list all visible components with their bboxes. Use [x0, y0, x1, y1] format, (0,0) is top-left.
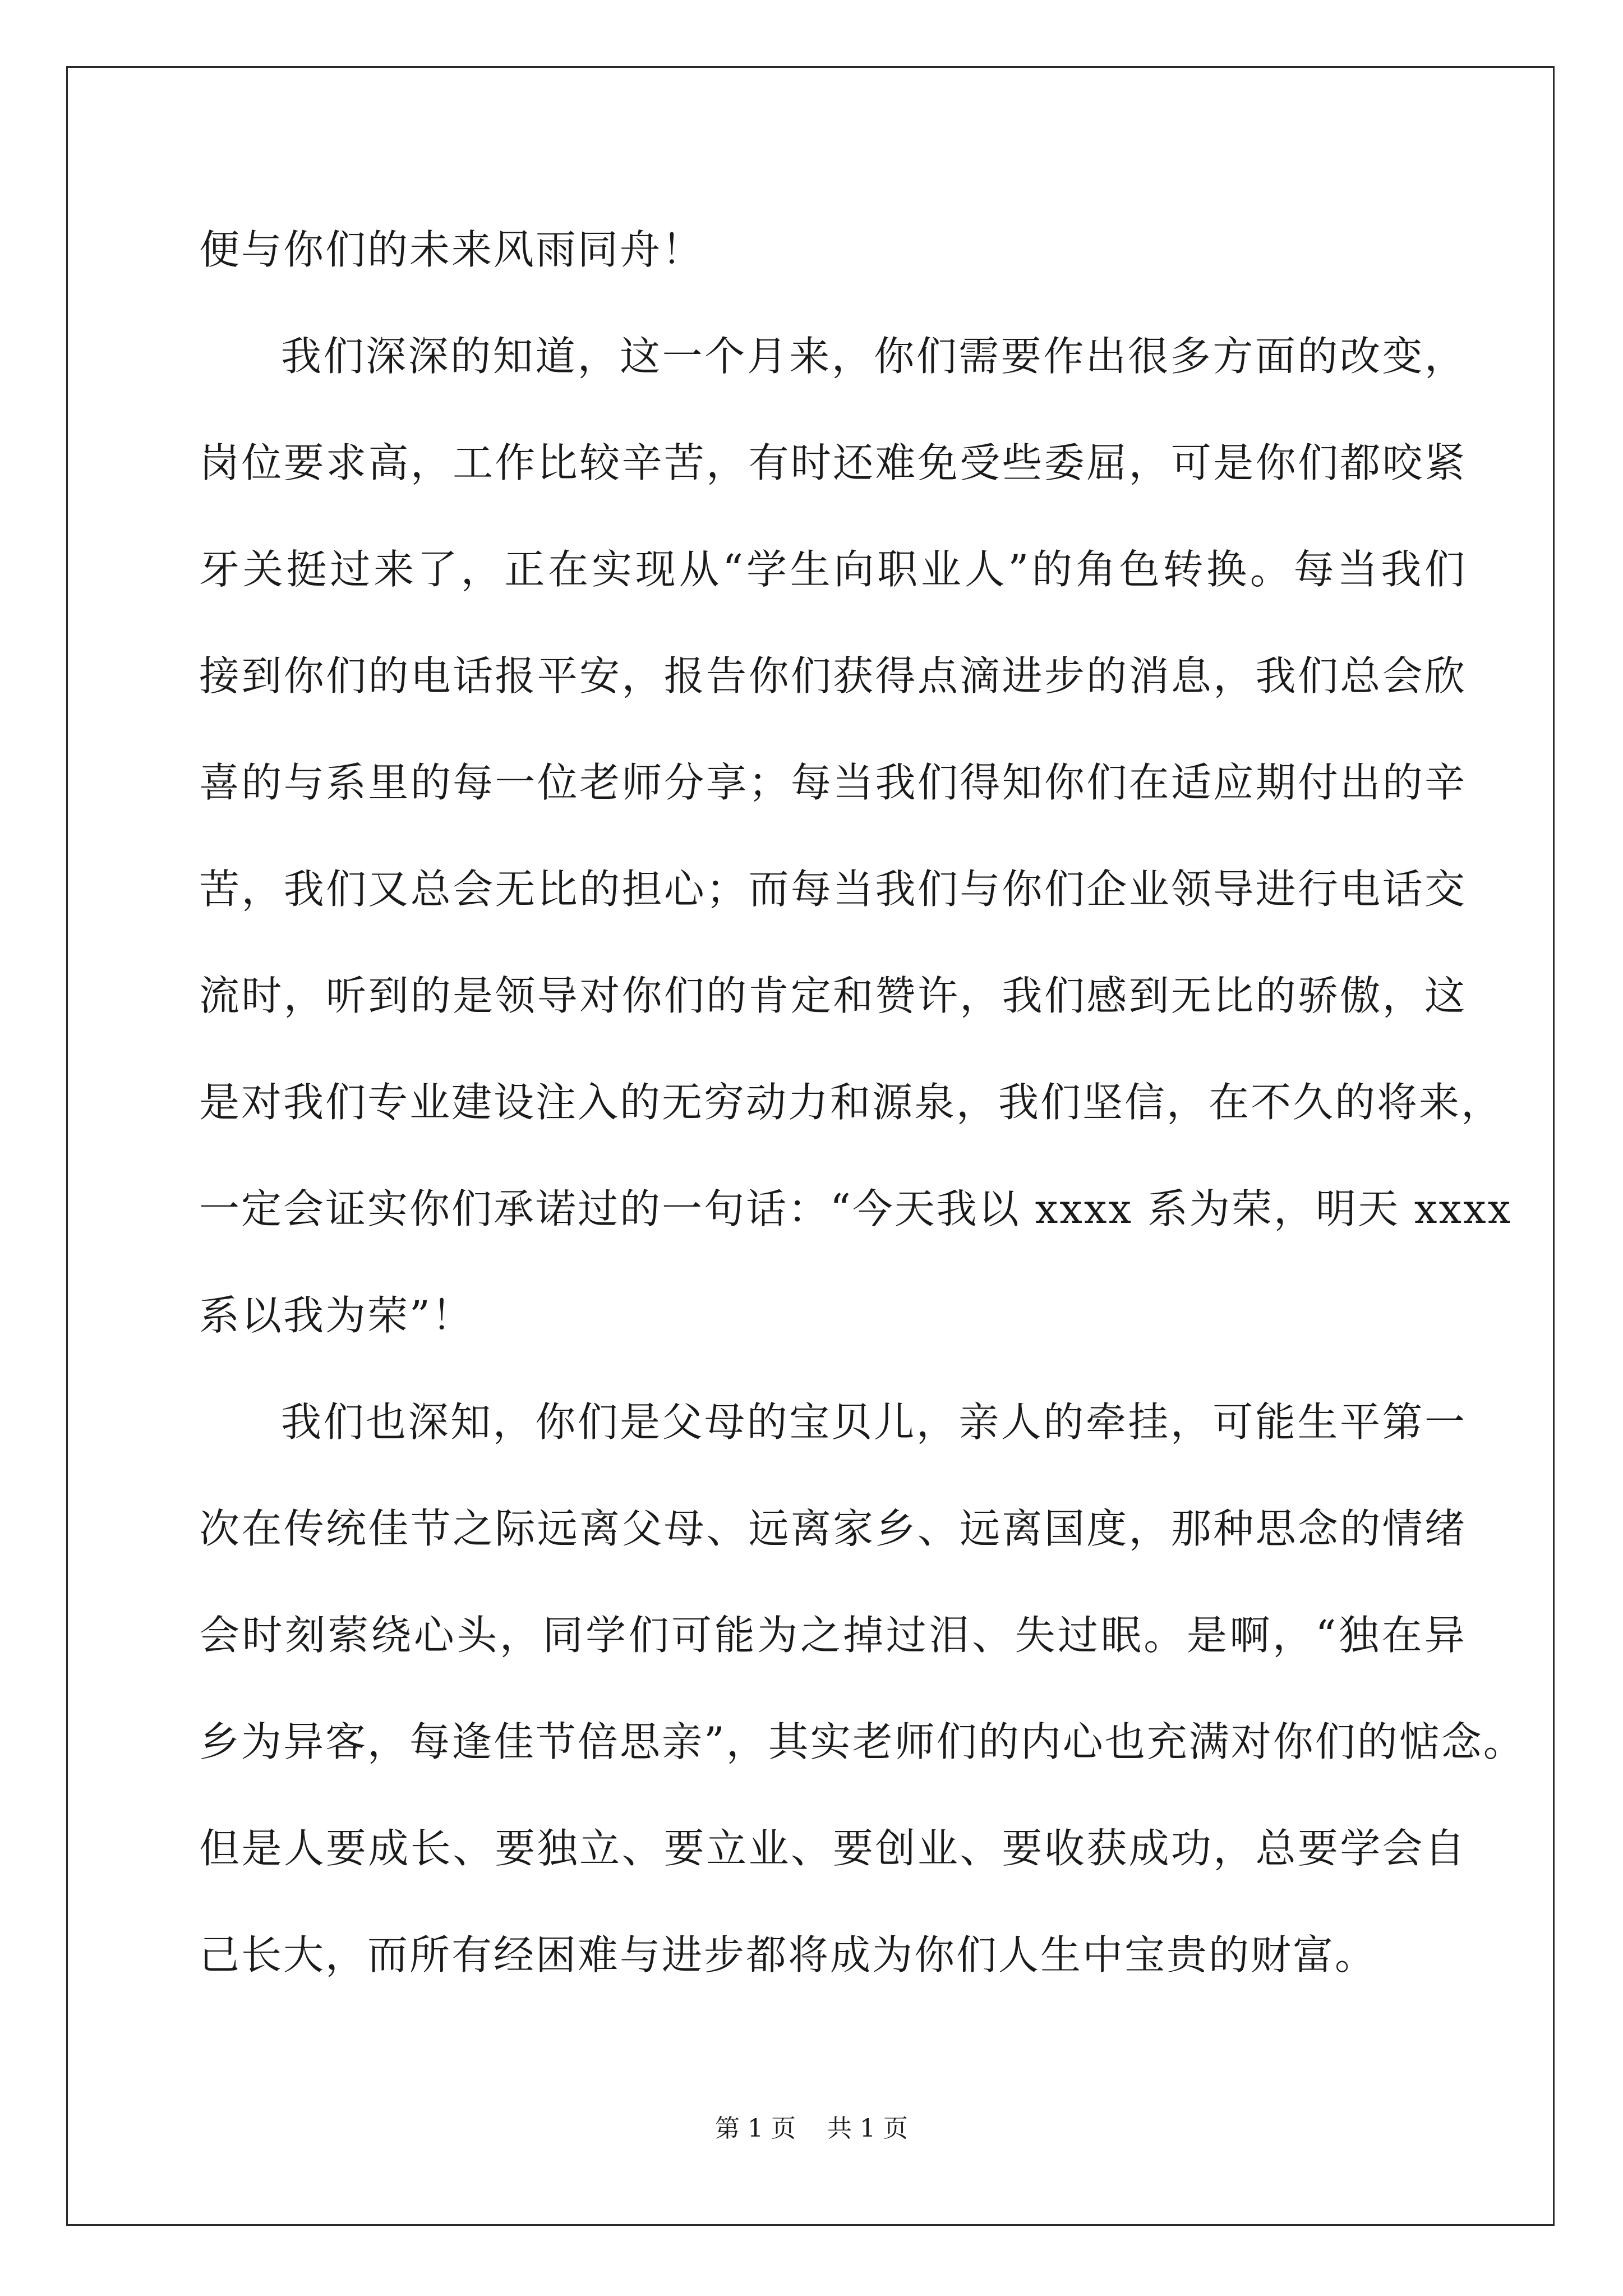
- text-line: 乡为异客，每逢佳节倍思亲”，其实老师们的内心也充满对你们的惦念。: [199, 1718, 1525, 1765]
- page-footer: [0, 2112, 1623, 2146]
- text-line: 流时，听到的是领导对你们的肯定和赞许，我们感到无比的骄傲，这: [199, 972, 1467, 1019]
- paragraph-start-line: 我们也深知，你们是父母的宝贝儿，亲人的牵挂，可能生平第一: [281, 1398, 1467, 1446]
- text-line: 牙关挺过来了，正在实现从“学生向职业人”的角色转换。每当我们: [199, 546, 1467, 593]
- text-line: 岗位要求高，工作比较辛苦，有时还难免受些委屈，可是你们都咬紧: [199, 439, 1467, 486]
- text-line: 但是人要成长、要独立、要立业、要创业、要收获成功，总要学会自: [199, 1825, 1467, 1872]
- text-line: 会时刻萦绕心头，同学们可能为之掉过泪、失过眠。是啊，“独在异: [199, 1612, 1467, 1659]
- page-border: [66, 66, 1555, 2226]
- text-line: 一定会证实你们承诺过的一句话：“今天我以 xxxx 系为荣，明天 xxxx: [199, 1185, 1513, 1232]
- page-total: 共 1 页: [827, 2114, 908, 2143]
- text-line: 接到你们的电话报平安，报告你们获得点滴进步的消息，我们总会欣: [199, 652, 1467, 700]
- text-line: 喜的与系里的每一位老师分享；每当我们得知你们在适应期付出的辛: [199, 759, 1467, 806]
- text-line: 系以我为荣”！: [199, 1292, 474, 1339]
- text-line: 便与你们的未来风雨同舟！: [199, 226, 704, 273]
- text-line: 次在传统佳节之际远离父母、远离家乡、远离国度，那种思念的情绪: [199, 1505, 1467, 1552]
- text-line: 苦，我们又总会无比的担心；而每当我们与你们企业领导进行电话交: [199, 866, 1467, 913]
- text-line: 己长大，而所有经困难与进步都将成为你们人生中宝贵的财富。: [199, 1931, 1377, 1978]
- text-line: 是对我们专业建设注入的无穷动力和源泉，我们坚信，在不久的将来，: [199, 1079, 1504, 1126]
- paragraph-start-line: 我们深深的知道，这一个月来，你们需要作出很多方面的改变，: [281, 333, 1467, 380]
- page-number: 第 1 页: [715, 2114, 796, 2143]
